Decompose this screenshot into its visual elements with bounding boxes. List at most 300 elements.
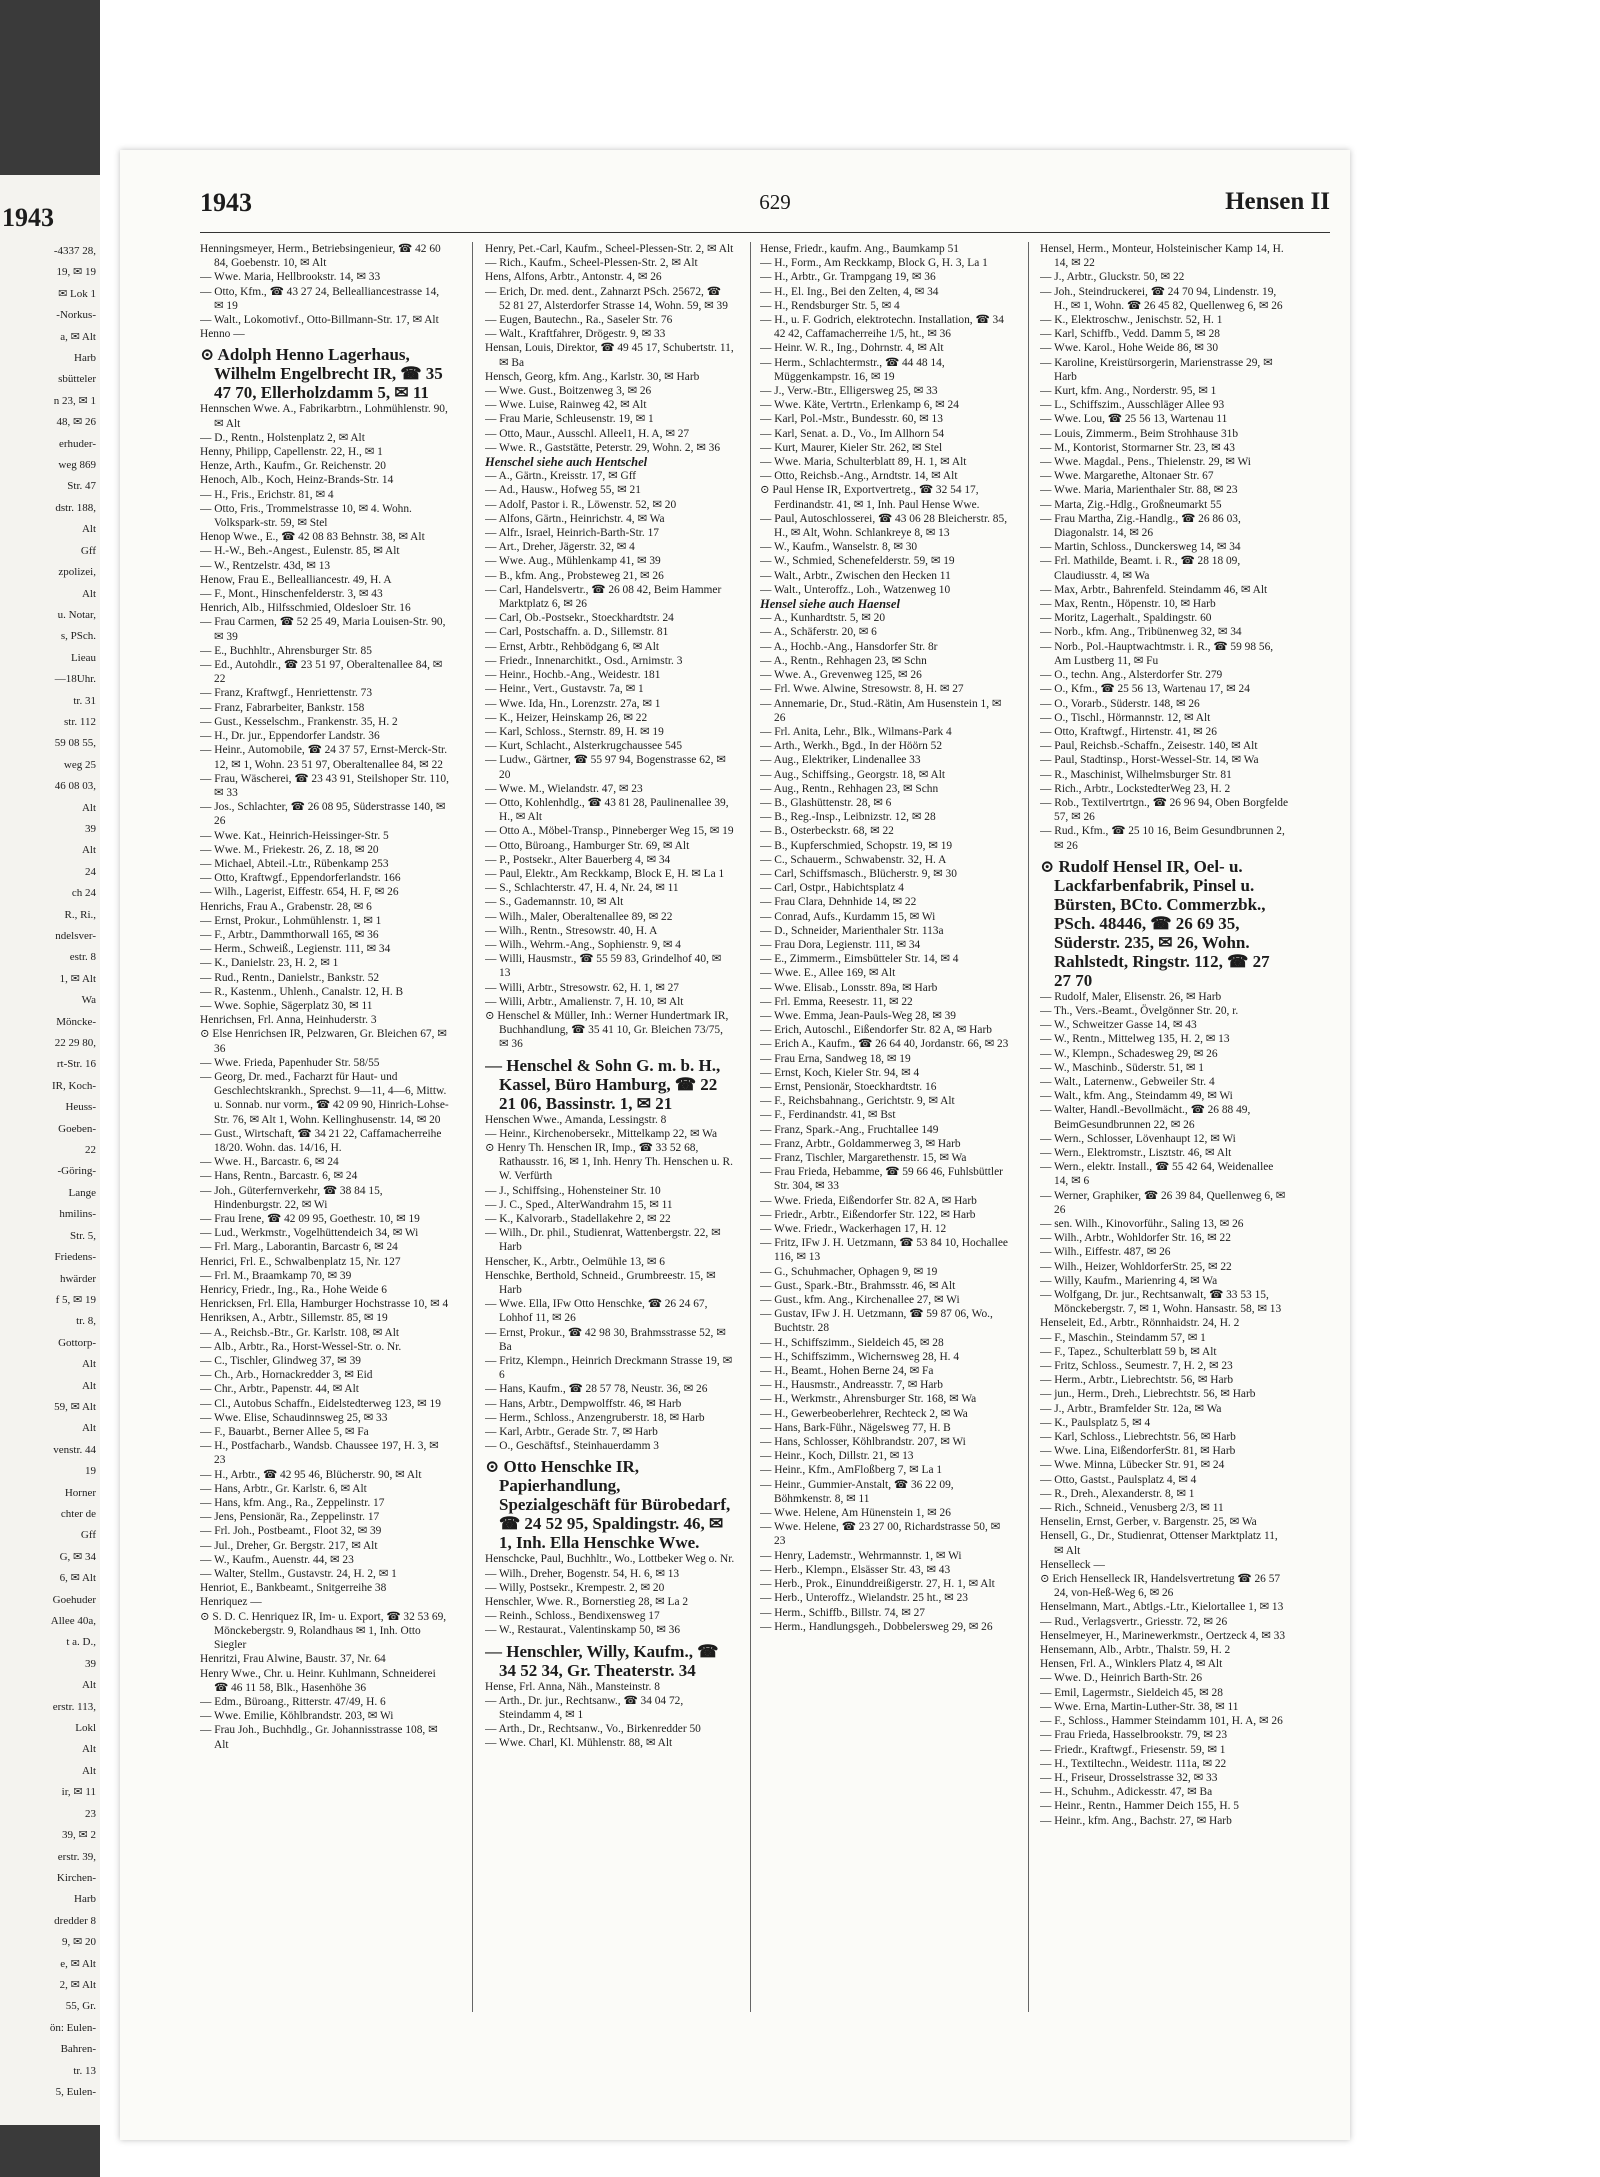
previous-page-fragment: venstr. 44 — [53, 1443, 96, 1456]
directory-entry: — Otto, Fris., Trommelstrasse 10, ✉ 4. Wohn. Volkspark-str. 59, ✉ Stel — [200, 502, 412, 530]
directory-entry: — H., Textiltechn., Weidestr. 111a, ✉ 22 — [1040, 1757, 1227, 1770]
directory-entry: — Ernst, Prokur., ☎ 42 98 30, Brahmsstrasse 52, ✉ Ba — [485, 1326, 726, 1353]
directory-entry: — Alb., Arbtr., Ra., Horst-Wessel-Str. o. Nr. — [200, 1340, 402, 1353]
directory-entry: — A., Kunhardtstr. 5, ✉ 20 — [760, 612, 886, 625]
directory-entry: — Ed., Autohdlr., ☎ 23 51 97, Oberaltenallee 84, ✉ 22 — [200, 659, 443, 686]
directory-entry: — Wwe. E., Allee 169, ✉ Alt — [760, 967, 896, 980]
directory-entry: ⊙ Adolph Henno Lagerhaus, Wilhelm Engelbrecht IR, ☎ 35 47 70, Ellerholzdamm 5, ✉ 11 — [200, 345, 443, 403]
column-divider — [750, 242, 751, 2012]
directory-entry: — H., Friseur, Drosselstrasse 32, ✉ 33 — [1040, 1771, 1218, 1784]
directory-entry: — Adolf, Pastor i. R., Löwenstr. 52, ✉ 20 — [485, 498, 677, 511]
directory-entry: — Walt., Kraftfahrer, Drögestr. 9, ✉ 33 — [485, 328, 666, 341]
previous-page-fragment: Alt — [81, 1764, 96, 1777]
directory-entry: — Wern., Elektromstr., Lisztstr. 46, ✉ Alt — [1040, 1146, 1232, 1159]
directory-entry: — Walt., Lokomotivf., Otto-Billmann-Str. 17, ✉ Alt — [200, 314, 439, 327]
directory-entry: — Henschel & Sohn G. m. b. H., Kassel, Büro Hamburg, ☎ 22 21 06, Bassinstr. 1, ✉ 21 — [485, 1055, 721, 1113]
directory-entry: — Heinr., kfm. Ang., Bachstr. 27, ✉ Harb — [1040, 1814, 1232, 1827]
directory-entry: — Paul, Autoschlosserei, ☎ 43 06 28 Bleicherstr. 85, H., ✉ Alt, Wohn. Schlankreye 8, ✉ 13 — [760, 512, 1008, 540]
directory-entry: — Frl. M., Braamkamp 70, ✉ 39 — [200, 1269, 352, 1282]
previous-page-fragment: 55, Gr. — [65, 2000, 96, 2013]
previous-page-fragment: zpolizei, — [58, 566, 96, 579]
directory-entry: — Gust., Kesselschm., Frankenstr. 35, H. 2 — [200, 715, 398, 728]
directory-entry: — H., Hausmstr., Andreasstr. 7, ✉ Harb — [760, 1379, 943, 1392]
directory-entry: — Willi, Arbtr., Amalienstr. 7, H. 10, ✉ Alt — [485, 995, 684, 1008]
directory-entry: Henselleck — — [1040, 1558, 1105, 1571]
directory-entry: Henschler, Wwe. R., Bornerstieg 28, ✉ La 2 — [485, 1596, 689, 1609]
previous-page-year: 1943 — [2, 203, 54, 232]
directory-entry: — Frau Dora, Legienstr. 111, ✉ 34 — [760, 938, 921, 951]
previous-page-fragment: f 5, ✉ 19 — [55, 1293, 96, 1306]
previous-page-fragment: sbütteler — [58, 373, 96, 386]
directory-entry: — Jos., Schlachter, ☎ 26 08 95, Süderstrasse 140, ✉ 26 — [200, 801, 446, 828]
directory-entry: — H., Schuhm., Adickesstr. 47, ✉ Ba — [1040, 1786, 1213, 1799]
column-divider — [1028, 242, 1029, 2012]
directory-entry: — Wwe. Friedr., Wackerhagen 17, H. 12 — [760, 1223, 947, 1236]
directory-entry: — Carl, Handelsvertr., ☎ 26 08 42, Beim Hammer Marktplatz 6, ✉ 26 — [485, 583, 722, 611]
directory-entry: — R., Kastenm., Uhlenh., Canalstr. 12, H. B — [200, 985, 404, 998]
directory-entry: — Wwe. Ella, IFw Otto Henschke, ☎ 26 24 67, Lohhof 11, ✉ 26 — [485, 1298, 708, 1325]
directory-entry: — Hans, Schlosser, Köhlbrandstr. 207, ✉ Wi — [760, 1436, 966, 1449]
previous-page-fragment: dredder 8 — [54, 1914, 96, 1927]
directory-entry: — Carl, Postschaffn. a. D., Sillemstr. 81 — [485, 626, 669, 639]
directory-entry: Hensemann, Alb., Arbtr., Thalstr. 59, H. 2 — [1040, 1644, 1231, 1657]
directory-entry: Henrici, Frl. E., Schwalbenplatz 15, Nr. 127 — [200, 1255, 401, 1268]
directory-entry: — Wwe. M., Friekestr. 26, Z. 18, ✉ 20 — [200, 843, 379, 856]
directory-entry: — P., Postsekr., Alter Bauerberg 4, ✉ 34 — [485, 853, 671, 866]
directory-entry: — H., u. F. Godrich, elektrotechn. Installation, ☎ 34 42 42, Caffamacherreihe 1/5, ht., ✉ 36 — [760, 314, 1004, 341]
directory-entry: Henriquez — — [200, 1596, 262, 1609]
directory-entry: — Willi, Arbtr., Stresowstr. 62, H. 1, ✉ 27 — [485, 981, 679, 994]
directory-entry: — Walt., Unteroffz., Loh., Watzenweg 10 — [760, 583, 951, 596]
directory-entry: — Wwe. M., Wielandstr. 47, ✉ 23 — [485, 782, 643, 795]
directory-entry: — Herm., Schloss., Anzengruberstr. 18, ✉ Harb — [485, 1411, 705, 1424]
directory-entry: — O., Vorarb., Süderstr. 148, ✉ 26 — [1040, 697, 1200, 710]
previous-page-fragment: weg 25 — [63, 758, 96, 771]
previous-page-fragment: Möncke- — [56, 1015, 96, 1028]
previous-page-fragment: Str. 5, — [70, 1229, 96, 1242]
directory-entry: — Joh., Steindruckerei, ☎ 24 70 94, Lindenstr. 19, H., ✉ 1, Wohn. ☎ 26 45 82, Quellenweg 6, ✉ 26 — [1040, 285, 1283, 312]
previous-page-fragment: Bahren- — [60, 2043, 96, 2056]
directory-entry: — Wern., elektr. Install., ☎ 55 42 64, Weidenallee 14, ✉ 6 — [1040, 1161, 1274, 1188]
directory-entry: — Norb., Pol.-Hauptwachtmstr. i. R., ☎ 59 98 56, Am Lustberg 11, ✉ Fu — [1040, 640, 1274, 667]
directory-entry: — Georg, Dr. med., Facharzt für Haut- und Geschlechtskrankh., Sprechst. 9—11, 4—6, Mittw. u. Sonnab. nur vorm., ☎ 42 09 90, Hinrich-Lohse-Str. 76, ✉ Alt 1, Wohn. Kellinghusenstr. 14, ✉ 20 — [200, 1070, 449, 1126]
directory-entry: — Carl, Schiffsmasch., Blücherstr. 9, ✉ 30 — [760, 867, 957, 880]
directory-entry: — W., Kaufm., Auenstr. 44, ✉ 23 — [200, 1553, 354, 1566]
directory-entry: — Heinr., Hochb.-Ang., Weidestr. 181 — [485, 669, 661, 682]
previous-page-fragment: Alt — [81, 1358, 96, 1371]
directory-entry: — Art., Dreher, Jägerstr. 32, ✉ 4 — [485, 541, 635, 554]
directory-entry: — O., Kfm., ☎ 25 56 13, Wartenau 17, ✉ 24 — [1040, 683, 1250, 696]
previous-page-fragment: u. Notar, — [57, 608, 96, 621]
directory-entry: — Wwe. Elise, Schaudinnsweg 25, ✉ 33 — [200, 1411, 388, 1424]
directory-entry: — Gust., kfm. Ang., Kirchenallee 27, ✉ Wi — [760, 1294, 960, 1307]
previous-page-fragment: Horner — [64, 1486, 96, 1499]
directory-entry: — Arth., Werkh., Bgd., In der Höörn 52 — [760, 740, 943, 753]
previous-page-fragment: Alt — [81, 844, 96, 857]
previous-page-fragment: —18Uhr. — [54, 673, 96, 686]
previous-page-fragment: ön: Eulen- — [49, 2021, 96, 2034]
directory-entry: — F., Arbtr., Dammthorwall 165, ✉ 36 — [200, 928, 379, 941]
directory-entry: ⊙ Paul Hense IR, Exportvertretg., ☎ 32 54 17, Ferdinandstr. 41, ✉ 1, Inh. Paul Hense Wwe. — [760, 484, 980, 511]
directory-entry: — Werner, Graphiker, ☎ 26 39 84, Quellenweg 6, ✉ 26 — [1040, 1189, 1286, 1216]
directory-entry: — Wwe. Elisab., Lonsstr. 89a, ✉ Harb — [760, 981, 938, 994]
directory-entry: — Frl. Mathilde, Beamt. i. R., ☎ 28 18 09, Claudiusstr. 4, ✉ Wa — [1040, 555, 1241, 582]
previous-page-fragment: 59 08 55, — [54, 737, 96, 750]
directory-entry: — Rich., Kaufm., Scheel-Plessen-Str. 2, ✉ Alt — [485, 257, 698, 270]
directory-entry: — Otto, Kohlenhdlg., ☎ 43 81 28, Paulinenallee 39, H., ✉ Alt — [485, 796, 729, 824]
previous-page-fragment: 1, ✉ Alt — [59, 972, 96, 985]
directory-entry: — Karl, Schloss., Sternstr. 89, H. ✉ 19 — [485, 725, 664, 738]
directory-page — [120, 150, 1350, 2140]
directory-entry: — D., Rentn., Holstenplatz 2, ✉ Alt — [200, 431, 365, 444]
directory-entry: — B., Reg.-Insp., Leibnizstr. 12, ✉ 28 — [760, 811, 936, 824]
directory-entry: — Walt., Laternenw., Gebweiler Str. 4 — [1040, 1075, 1215, 1088]
directory-entry: — Friedr., Arbtr., Eißendorfer Str. 122, ✉ Harb — [760, 1208, 976, 1221]
previous-page-fragment: Alt — [81, 1743, 96, 1756]
directory-entry: — J., Verw.-Btr., Elligersweg 25, ✉ 33 — [760, 385, 938, 398]
directory-entry: Hensell, G., Dr., Studienrat, Ottenser Marktplatz 11, ✉ Alt — [1040, 1530, 1278, 1557]
directory-entry: — Frau Joh., Buchhdlg., Gr. Johannisstrasse 108, ✉ Alt — [200, 1724, 438, 1751]
directory-entry: — Reinh., Schloss., Bendixensweg 17 — [485, 1610, 660, 1623]
directory-entry: Hensan, Louis, Direktor, ☎ 49 45 17, Schubertstr. 11, ✉ Ba — [485, 342, 734, 369]
directory-entry: — Wwe. Lina, EißendorferStr. 81, ✉ Harb — [1040, 1445, 1236, 1458]
previous-page-fragment: tr. 13 — [73, 2064, 96, 2077]
previous-page-fragment: 22 29 80, — [54, 1037, 96, 1050]
previous-page-fragment: 22 — [85, 1144, 96, 1157]
previous-page-fragment: 19 — [85, 1465, 96, 1478]
directory-entry: — Cl., Autobus Schaffn., Eidelstedterweg 123, ✉ 19 — [200, 1397, 441, 1410]
directory-entry: — Ad., Hausw., Hofweg 55, ✉ 21 — [485, 484, 641, 497]
directory-entry: Henow, Frau E., Bellealliancestr. 49, H. A — [200, 573, 392, 586]
directory-entry: — Erich, Dr. med. dent., Zahnarzt PSch. 25672, ☎ 52 81 27, Alsterdorfer Strasse 14, Wohn. 59, ✉ 39 — [485, 285, 728, 312]
directory-entry: — W., Schweitzer Gasse 14, ✉ 43 — [1040, 1019, 1197, 1032]
directory-entry: — sen. Wilh., Kinovorführ., Saling 13, ✉ 26 — [1040, 1217, 1244, 1230]
directory-entry: — Wwe. Lou, ☎ 25 56 13, Wartenau 11 — [1040, 413, 1228, 426]
directory-entry: — Erich A., Kaufm., ☎ 26 64 40, Jordanstr. 66, ✉ 23 — [760, 1038, 1009, 1051]
previous-page-fragment: Alt — [81, 801, 96, 814]
directory-entry: — Kurt, Maurer, Kieler Str. 262, ✉ Stel — [760, 441, 943, 454]
directory-entry: — Carl, Ob.-Postsekr., Stoeckhardtstr. 24 — [485, 612, 674, 625]
directory-entry: — Heinr. W. R., Ing., Dohrnstr. 4, ✉ Alt — [760, 342, 944, 355]
running-head: Hensen II — [1225, 188, 1330, 215]
directory-entry: — H., Form., Am Reckkamp, Block G, H. 3, La 1 — [760, 257, 988, 270]
directory-entry: — Moritz, Lagerhalt., Spaldingstr. 60 — [1040, 612, 1212, 625]
previous-page-fragment: rt-Str. 16 — [56, 1058, 96, 1071]
directory-entry: — Wwe. Emma, Jean-Pauls-Weg 28, ✉ 39 — [760, 1009, 957, 1022]
directory-entry: — Alfons, Gärtn., Heinrichstr. 4, ✉ Wa — [485, 512, 665, 525]
directory-entry: — S., Schlachterstr. 47, H. 4, Nr. 24, ✉ 11 — [485, 882, 679, 895]
directory-entry: — Wwe. Maria, Hellbrookstr. 14, ✉ 33 — [200, 271, 381, 284]
directory-entry: — H., Postfacharb., Wandsb. Chaussee 197, H. 3, ✉ 23 — [200, 1440, 439, 1467]
previous-page-fragment: chter de — [60, 1508, 96, 1520]
directory-entry: — Wwe. R., Gaststätte, Peterstr. 29, Wohn. 2, ✉ 36 — [485, 441, 721, 454]
previous-page-fragment: Lokl — [75, 1722, 96, 1735]
previous-page-fragment: G, ✉ 34 — [59, 1550, 96, 1563]
directory-entry: — Conrad, Aufs., Kurdamm 15, ✉ Wi — [760, 910, 936, 923]
directory-entry: — Karl, Schiffb., Vedd. Damm 5, ✉ 28 — [1040, 328, 1220, 341]
directory-entry: — Otto, Kraftwgf., Eppendorferlandstr. 166 — [200, 872, 401, 885]
directory-entry: — W., Rentzelstr. 43d, ✉ 13 — [200, 559, 331, 572]
previous-page-fragment: R., Ri., — [64, 908, 96, 921]
directory-entry: — Wwe. Karol., Hohe Weide 86, ✉ 30 — [1040, 342, 1219, 355]
directory-entry: Henschke, Berthold, Schneid., Grumbreestr. 15, ✉ Harb — [485, 1269, 716, 1297]
directory-entry: — Wern., Schlosser, Lövenhaupt 12, ✉ Wi — [1040, 1132, 1236, 1145]
directory-entry: — J., Schiffsing., Hohensteiner Str. 10 — [485, 1184, 661, 1197]
directory-entry: Henriot, E., Bankbeamt., Snitgerreihe 38 — [200, 1582, 387, 1595]
previous-page-fragment: 59, ✉ Alt — [54, 1400, 96, 1413]
directory-entry: — Wilh., Eiffestr. 487, ✉ 26 — [1040, 1246, 1171, 1259]
directory-entry: — Wwe. Helene, Am Hünenstein 1, ✉ 26 — [760, 1507, 951, 1520]
directory-entry: Henseleit, Ed., Arbtr., Rönnhaidstr. 24, H. 2 — [1040, 1317, 1240, 1330]
directory-entry: — Herb., Unteroffz., Wielandstr. 25 ht., ✉ 23 — [760, 1592, 968, 1605]
previous-page-fragment: 39, ✉ 2 — [62, 1829, 96, 1842]
directory-entry: — O., techn. Ang., Alsterdorfer Str. 279 — [1040, 669, 1223, 682]
directory-entry: ⊙ Henry Th. Henschen IR, Imp., ☎ 33 52 68, Rathausstr. 16, ✉ 1, Inh. Henry Th. Henschen u. R. W. Verfürth — [485, 1141, 733, 1183]
directory-entry: — Norb., kfm. Ang., Tribünenweg 32, ✉ 34 — [1040, 626, 1242, 639]
directory-entry: — H., Fris., Erichstr. 81, ✉ 4 — [200, 488, 334, 501]
directory-entry: — Erich, Autoschl., Eißendorfer Str. 82 A, ✉ Harb — [760, 1024, 992, 1037]
directory-entry: — Th., Vers.-Beamt., Övelgönner Str. 20, r. — [1040, 1004, 1239, 1017]
previous-page-fragment: Wa — [81, 994, 96, 1007]
directory-entry: Henze, Arth., Kaufm., Gr. Reichenstr. 20 — [200, 460, 387, 473]
previous-page-fragment: Alt — [81, 1679, 96, 1692]
header-rule — [200, 232, 1330, 233]
previous-page-fragment: s, PSch. — [60, 630, 96, 643]
directory-entry: ⊙ Else Henrichsen IR, Pelzwaren, Gr. Bleichen 67, ✉ 36 — [200, 1028, 447, 1055]
directory-entry: — H., Werkmstr., Ahrensburger Str. 168, ✉ Wa — [760, 1393, 977, 1406]
directory-entry: — Wwe. Erna, Martin-Luther-Str. 38, ✉ 11 — [1040, 1700, 1239, 1713]
directory-entry: — E., Buchhltr., Ahrensburger Str. 85 — [200, 644, 372, 657]
directory-entry: — Wwe. Kat., Heinrich-Heissinger-Str. 5 — [200, 829, 389, 842]
directory-entry: — H., Schiffszimm., Wichernsweg 28, H. 4 — [760, 1350, 960, 1363]
previous-page-fragment: -4337 28, — [53, 245, 96, 257]
directory-entry: — Rud., Verlagsvertr., Griesstr. 72, ✉ 26 — [1040, 1615, 1228, 1628]
directory-entry: — Paul, Elektr., Am Reckkamp, Block E, H. ✉ La 1 — [485, 867, 725, 880]
directory-entry: — W., Restaurat., Valentinskamp 50, ✉ 36 — [485, 1624, 681, 1637]
directory-entry: — Wwe. D., Heinrich Barth-Str. 26 — [1040, 1672, 1203, 1685]
directory-entry: Hensen, Frl. A., Winklers Platz 4, ✉ Alt — [1040, 1658, 1223, 1671]
directory-entry: — Kurt, Schlacht., Alsterkrugchaussee 545 — [485, 740, 683, 753]
directory-entry: — H., Arbtr., Gr. Trampgang 19, ✉ 36 — [760, 271, 936, 284]
directory-entry: — K., Danielstr. 23, H. 2, ✉ 1 — [200, 957, 339, 970]
directory-entry: — Hans, Arbtr., Dempwolffstr. 46, ✉ Harb — [485, 1397, 682, 1410]
directory-entry: — Lud., Werkmstr., Vogelhüttendeich 34, ✉ Wi — [200, 1227, 419, 1240]
directory-entry: Henop Wwe., E., ☎ 42 08 83 Behnstr. 38, ✉ Alt — [200, 531, 425, 544]
previous-page-fragment: ir, ✉ 11 — [61, 1786, 96, 1799]
directory-entry: — O., Geschäftsf., Steinhauerdamm 3 — [485, 1440, 659, 1453]
directory-entry: Henoch, Alb., Koch, Heinz-Brands-Str. 14 — [200, 474, 394, 487]
directory-entry: — Hans, Bark-Führ., Nägelsweg 77, H. B — [760, 1421, 951, 1434]
directory-entry: — Fritz, IFw J. H. Uetzmann, ☎ 53 84 10, Hochallee 116, ✉ 13 — [760, 1237, 1008, 1264]
previous-page-fragment: Harb — [74, 1893, 96, 1906]
directory-entry: — Willy, Kaufm., Marienring 4, ✉ Wa — [1040, 1274, 1218, 1287]
directory-entry: — Rob., Textilvertrtgn., ☎ 26 96 94, Oben Borgfelde 57, ✉ 26 — [1040, 796, 1289, 824]
directory-entry: Henselin, Ernst, Gerber, v. Bargenstr. 25, ✉ Wa — [1040, 1516, 1257, 1529]
previous-page-fragment: hmilins- — [59, 1208, 96, 1221]
directory-entry: Henschel siehe auch Hentschel — [485, 455, 648, 470]
directory-entry: — Edm., Büroang., Ritterstr. 47/49, H. 6 — [200, 1695, 386, 1708]
directory-entry: — Wolfgang, Dr. jur., Rechtsanwalt, ☎ 33 53 15, Mönckebergstr. 7, ✉ 1, Wohn. Hansastr. 58, ✉ 13 — [1040, 1289, 1282, 1316]
directory-entry: — Franz, Arbtr., Goldammerweg 3, ✉ Harb — [760, 1137, 961, 1150]
directory-entry: — K., Elektroschw., Jenischstr. 52, H. 1 — [1040, 314, 1223, 327]
directory-entry: — Martin, Schloss., Dunckersweg 14, ✉ 34 — [1040, 541, 1241, 554]
directory-entry: Hense, Friedr., kaufm. Ang., Baumkamp 51 — [760, 243, 959, 255]
directory-entry: — Chr., Arbtr., Papenstr. 44, ✉ Alt — [200, 1383, 359, 1396]
directory-entry: — Frau Clara, Dehnhide 14, ✉ 22 — [760, 896, 917, 909]
directory-entry: — Wwe. Ida, Hn., Lorenzstr. 27a, ✉ 1 — [485, 697, 661, 710]
previous-page-fragment: str. 112 — [64, 715, 96, 728]
directory-entry: — Otto, Gastst., Paulsplatz 4, ✉ 4 — [1040, 1473, 1197, 1486]
directory-entry: — A., Hochb.-Ang., Hansdorfer Str. 8r — [760, 640, 938, 653]
directory-entry: — Frau, Wäscherei, ☎ 23 43 91, Steilshoper Str. 110, ✉ 33 — [200, 772, 449, 799]
directory-entry: — Wilh., Dr. phil., Studienrat, Wattenbergstr. 22, ✉ Harb — [485, 1227, 721, 1254]
previous-page-fragment: 39 — [85, 822, 96, 835]
directory-entry: — F., Bauarbt., Berner Allee 5, ✉ Fa — [200, 1426, 369, 1439]
directory-entry: ⊙ Otto Henschke IR, Papierhandlung, Spezialgeschäft für Bürobedarf, ☎ 24 52 95, Spaldingstr. 46, ✉ 1, Inh. Ella Henschke Wwe. — [485, 1457, 731, 1553]
directory-entry: — Heinr., Kirchenobersekr., Mittelkamp 22, ✉ Wa — [485, 1127, 718, 1140]
directory-entry: — B., Osterbeckstr. 68, ✉ 22 — [760, 825, 894, 838]
directory-entry: — Wwe. Charl, Kl. Mühlenstr. 88, ✉ Alt — [485, 1737, 673, 1750]
directory-entry: Henry Wwe., Chr. u. Heinr. Kuhlmann, Schneiderei ☎ 46 11 58, Blk., Hasenhöhe 36 — [200, 1667, 436, 1694]
previous-page-fragment: 2, ✉ Alt — [59, 1978, 96, 1991]
directory-entry: Henriksen, A., Arbtr., Sillemstr. 85, ✉ 19 — [200, 1312, 388, 1325]
directory-entry: — Heinr., Rentn., Hammer Deich 155, H. 5 — [1040, 1800, 1239, 1813]
directory-entry: Hensch, Georg, kfm. Ang., Karlstr. 30, ✉ Harb — [485, 370, 700, 383]
directory-entry: — S., Gademannstr. 10, ✉ Alt — [485, 896, 624, 909]
directory-entry: — Frau Frieda, Hasselbrookstr. 79, ✉ 23 — [1040, 1729, 1228, 1742]
directory-entry: — C., Tischler, Glindweg 37, ✉ 39 — [200, 1355, 361, 1368]
directory-entry: — Otto, Reichsb.-Ang., Arndtstr. 14, ✉ Alt — [760, 470, 958, 483]
directory-entry: — Ludw., Gärtner, ☎ 55 97 94, Bogenstrasse 62, ✉ 20 — [485, 754, 726, 781]
directory-entry: — Herm., Schiffb., Billstr. 74, ✉ 27 — [760, 1606, 926, 1619]
directory-entry: — Karl, Schloss., Liebrechtstr. 56, ✉ Harb — [1040, 1431, 1236, 1444]
previous-page-fragment: Kirchen- — [56, 1871, 96, 1884]
directory-entry: — Heinr., Vert., Gustavstr. 7a, ✉ 1 — [485, 683, 644, 696]
directory-entry: — Arth., Dr., Rechtsanw., Vo., Birkenredder 50 — [485, 1723, 701, 1736]
directory-entry: — Wilh., Arbtr., Wohldorfer Str. 16, ✉ 22 — [1040, 1232, 1231, 1245]
previous-page-fragment: 6, ✉ Alt — [59, 1572, 96, 1585]
directory-entry: — Wilh., Wehrm.-Ang., Sophienstr. 9, ✉ 4 — [485, 938, 682, 951]
directory-entry: — Ernst, Arbtr., Rehbödgang 6, ✉ Alt — [485, 640, 660, 653]
directory-entry: Henningsmeyer, Herm., Betriebsingenieur, ☎ 42 60 84, Goebenstr. 10, ✉ Alt — [200, 243, 441, 270]
directory-entry: — Wilh., Lagerist, Eiffestr. 654, H. F, ✉ 26 — [200, 886, 399, 899]
directory-entry: — Herb., Klempn., Elsässer Str. 43, ✉ 43 — [760, 1563, 951, 1576]
directory-entry: Hensel, Herm., Monteur, Holsteinischer Kamp 14, H. 14, ✉ 22 — [1040, 243, 1284, 270]
directory-entry: — F., Maschin., Steindamm 57, ✉ 1 — [1040, 1331, 1206, 1344]
directory-entry: — Alfr., Israel, Heinrich-Barth-Str. 17 — [485, 527, 659, 540]
directory-entry: — Arth., Dr. jur., Rechtsanw., ☎ 34 04 72, Steindamm 4, ✉ 1 — [485, 1694, 684, 1722]
directory-entry: — Max, Arbtr., Bahrenfeld. Steindamm 46, ✉ Alt — [1040, 583, 1268, 596]
directory-entry: — A., Rentn., Rehhagen 23, ✉ Schn — [760, 654, 927, 667]
directory-entry: — K., Kalvorarb., Stadellakehre 2, ✉ 22 — [485, 1213, 671, 1225]
directory-entry: Hensel siehe auch Haensel — [760, 597, 900, 612]
directory-entry: — Karoline, Kreistürsorgerin, Marienstrasse 29, ✉ Harb — [1040, 356, 1273, 383]
directory-entry: — Henry, Lademstr., Wehrmannstr. 1, ✉ Wi — [760, 1549, 962, 1562]
previous-page-fragment: 5, Eulen- — [55, 2085, 96, 2098]
directory-entry: — Franz, Kraftwgf., Henriettenstr. 73 — [200, 687, 373, 700]
directory-entry: — Ernst, Pensionär, Stoeckhardtstr. 16 — [760, 1080, 937, 1093]
column-divider — [472, 242, 473, 2012]
previous-page-fragment: t a. D., — [66, 1636, 96, 1649]
directory-entry: — Friedr., Innenarchitkt., Osd., Arnimstr. 3 — [485, 654, 683, 667]
directory-entry: — Frau Erna, Sandweg 18, ✉ 19 — [760, 1052, 911, 1065]
previous-page-fragment: e, ✉ Alt — [60, 1957, 96, 1970]
directory-column-1 — [200, 242, 450, 2022]
directory-entry: — Aug., Rentn., Rehhagen 23, ✉ Schn — [760, 782, 939, 795]
directory-entry: — Wwe. Käte, Vertrtn., Erlenkamp 6, ✉ 24 — [760, 399, 959, 412]
directory-entry: — F., Ferdinandstr. 41, ✉ Bst — [760, 1109, 896, 1122]
directory-entry: — Willi, Hausmstr., ☎ 55 59 83, Grindelhof 40, ✉ 13 — [485, 953, 722, 980]
directory-entry: — Ernst, Koch, Kieler Str. 94, ✉ 4 — [760, 1066, 920, 1079]
directory-entry: — W., Maschinb., Süderstr. 51, ✉ 1 — [1040, 1061, 1204, 1074]
directory-entry: — D., Schneider, Marienthaler Str. 113a — [760, 924, 944, 937]
directory-entry: — Walt., kfm. Ang., Steindamm 49, ✉ Wi — [1040, 1090, 1233, 1103]
directory-entry: — R., Dreh., Alexanderstr. 8, ✉ 1 — [1040, 1487, 1195, 1500]
directory-entry: — F., Reichsbahnang., Gerichtstr. 9, ✉ Alt — [760, 1095, 955, 1108]
directory-column-4 — [1040, 242, 1290, 2022]
directory-entry: — Frau Martha, Zig.-Handlg., ☎ 26 86 03, Diagonalstr. 14, ✉ 26 — [1040, 512, 1241, 540]
directory-entry: — Walter, Handl.-Bevollmächt., ☎ 26 88 49, BeimGesundbrunnen 22, ✉ 26 — [1040, 1104, 1251, 1131]
previous-page-fragment: Harb — [74, 352, 96, 365]
directory-entry: — Fritz, Klempn., Heinrich Dreckmann Strasse 19, ✉ 6 — [485, 1355, 733, 1382]
directory-entry: Henrichs, Frau A., Grabenstr. 28, ✉ 6 — [200, 900, 372, 913]
directory-entry: — Frau Carmen, ☎ 52 25 49, Maria Louisen-Str. 90, ✉ 39 — [200, 616, 446, 643]
directory-entry: — W., Rentn., Mittelweg 135, H. 2, ✉ 13 — [1040, 1033, 1230, 1046]
directory-entry: — K., Heizer, Heinskamp 26, ✉ 22 — [485, 711, 648, 724]
directory-entry: — Otto, Maur., Ausschl. Alleel1, H. A, ✉ 27 — [485, 427, 690, 440]
directory-entry: — Frl. Joh., Postbeamt., Floot 32, ✉ 39 — [200, 1525, 382, 1538]
directory-entry: — Friedr., Kraftwgf., Friesenstr. 59, ✉ 1 — [1040, 1743, 1226, 1756]
previous-page-fragment: Str. 47 — [67, 480, 96, 493]
directory-entry: — Wwe. A., Grevenweg 125, ✉ 26 — [760, 669, 922, 682]
directory-entry: — Marta, Zig.-Hdlg., Großneumarkt 55 — [1040, 498, 1222, 511]
previous-page-fragment: Allee 40a, — [50, 1615, 96, 1628]
directory-entry: — Wilh., Dreher, Bogenstr. 54, H. 6, ✉ 13 — [485, 1567, 680, 1580]
directory-entry: — Jens, Pensionär, Ra., Zeppelinstr. 17 — [200, 1511, 380, 1524]
directory-entry: — jun., Herm., Dreh., Liebrechtstr. 56, ✉ Harb — [1040, 1388, 1256, 1401]
directory-entry: — K., Paulsplatz 5, ✉ 4 — [1040, 1416, 1151, 1429]
directory-entry: — Emil, Lagermstr., Sieldeich 45, ✉ 28 — [1040, 1686, 1223, 1699]
directory-entry: — Hans, Rentn., Barcastr. 6, ✉ 24 — [200, 1170, 358, 1183]
directory-entry: Henritzi, Frau Alwine, Baustr. 37, Nr. 64 — [200, 1653, 386, 1666]
directory-entry: Henno — — [200, 328, 245, 341]
directory-entry: — Louis, Zimmerm., Beim Strohhause 31b — [1040, 427, 1239, 440]
directory-entry: — H.-W., Beh.-Angest., Eulenstr. 85, ✉ Alt — [200, 545, 400, 558]
directory-entry: — Max, Rentn., Höpenstr. 10, ✉ Harb — [1040, 598, 1216, 611]
directory-entry: Henricy, Friedr., Ing., Ra., Hohe Weide 6 — [200, 1284, 387, 1297]
directory-entry: — Walter, Stellm., Gustavstr. 24, H. 2, ✉ 1 — [200, 1568, 397, 1581]
directory-entry: — Wwe. Luise, Rainweg 42, ✉ Alt — [485, 399, 647, 412]
directory-entry: — Wwe. Helene, ☎ 23 27 00, Richardstrasse 50, ✉ 23 — [760, 1521, 1001, 1548]
previous-page-fragment: 48, ✉ 26 — [56, 416, 96, 429]
directory-entry: — Wwe. Sophie, Sägerplatz 30, ✉ 11 — [200, 999, 373, 1012]
directory-entry: Henny, Philipp, Capellenstr. 22, H., ✉ 1 — [200, 446, 383, 459]
previous-page-fragment: Alt — [81, 1379, 96, 1392]
directory-entry: — Wilh., Heizer, WohldorferStr. 25, ✉ 22 — [1040, 1260, 1232, 1273]
previous-page-fragment: Heuss- — [65, 1101, 96, 1114]
directory-entry: — Heinr., Gummier-Anstalt, ☎ 36 22 09, Böhmkenstr. 8, ✉ 11 — [760, 1478, 954, 1505]
directory-entry: — Walt., Arbtr., Zwischen den Hecken 11 — [760, 569, 951, 582]
directory-entry: — Herm., Handlungsgeh., Dobbelersweg 29, ✉ 26 — [760, 1620, 993, 1633]
directory-entry: — Rich., Arbtr., LockstedterWeg 23, H. 2 — [1040, 782, 1231, 795]
previous-page-fragment: IR, Koch- — [52, 1079, 96, 1092]
directory-entry: — F., Schloss., Hammer Steindamm 101, H. A, ✉ 26 — [1040, 1715, 1283, 1728]
directory-entry: — Herm., Schlachtermstr., ☎ 44 48 14, Müggenkampstr. 16, ✉ 19 — [760, 356, 945, 383]
directory-entry: — Hans, kfm. Ang., Ra., Zeppelinstr. 17 — [200, 1497, 385, 1510]
previous-page-fragment: -Norkus- — [56, 309, 96, 322]
previous-page-fragment: 23 — [85, 1807, 96, 1820]
directory-entry: — Herm., Arbtr., Liebrechtstr. 56, ✉ Harb — [1040, 1374, 1234, 1387]
